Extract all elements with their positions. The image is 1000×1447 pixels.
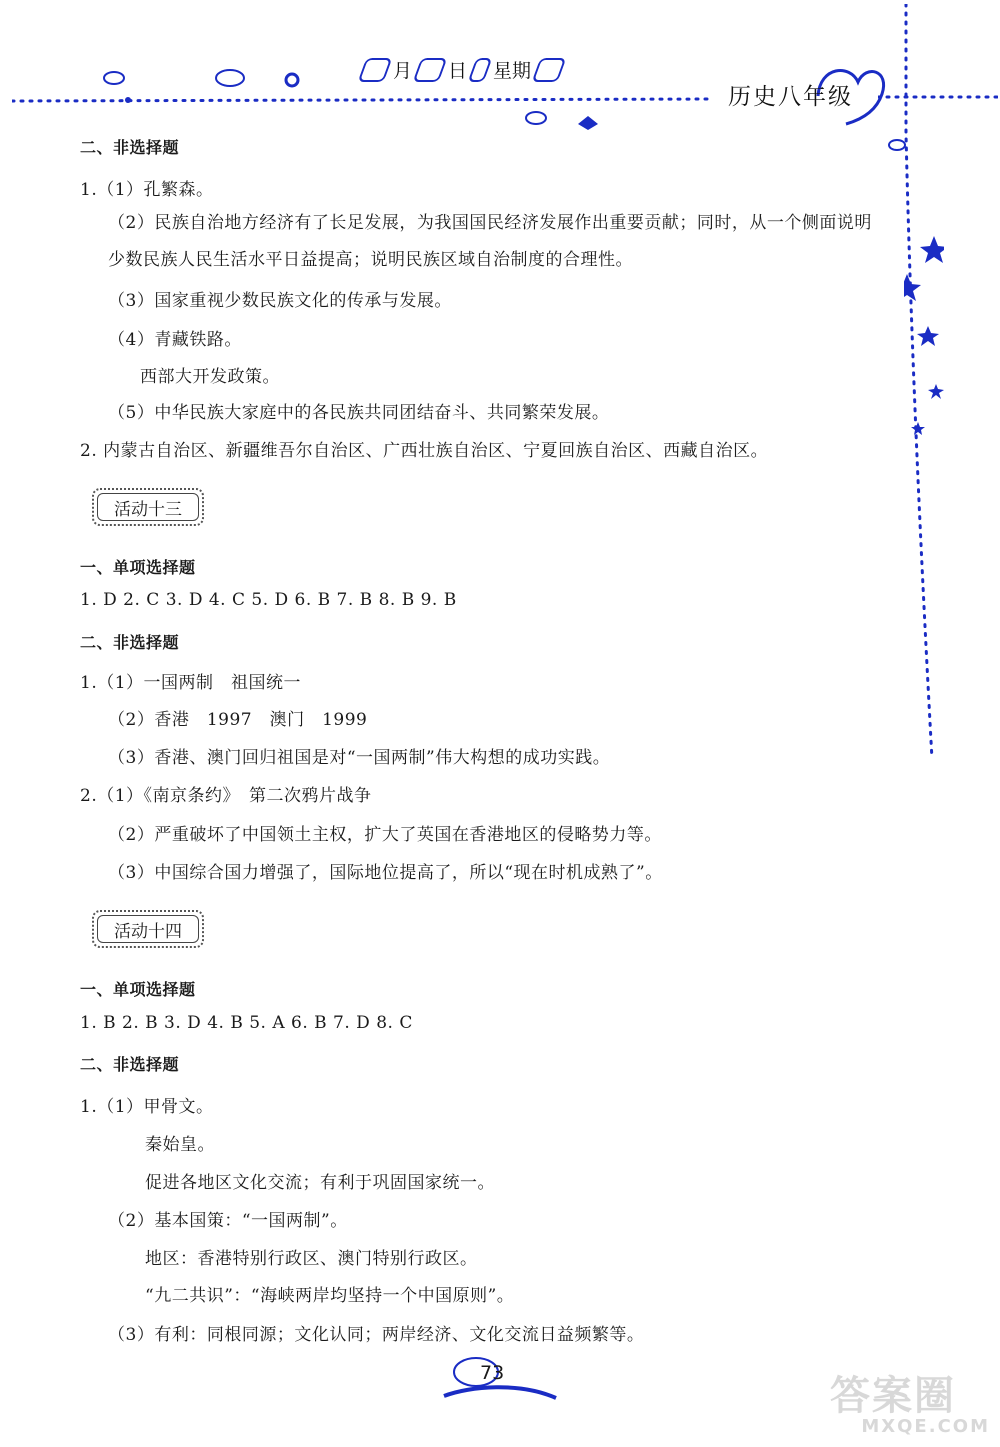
- answer-line: 1.（1）甲骨文。: [80, 1097, 214, 1117]
- answer-line: （3）中国综合国力增强了，国际地位提高了，所以“现在时机成熟了”。: [108, 863, 663, 883]
- answer-line: 1.（1）孔繁森。: [80, 180, 214, 200]
- answer-line: （3）国家重视少数民族文化的传承与发展。: [108, 291, 452, 311]
- answer-line: 2. 内蒙古自治区、新疆维吾尔自治区、广西壮族自治区、宁夏回族自治区、西藏自治区。: [80, 441, 769, 461]
- page-number: 73: [480, 1362, 505, 1384]
- answer-line: （2）基本国策：“一国两制”。: [108, 1211, 348, 1231]
- subject-title: 历史八年级: [728, 84, 853, 110]
- section-heading: 二、非选择题: [80, 1055, 180, 1074]
- activity-badge: 活动十四: [92, 910, 204, 948]
- answer-line: （2）民族自治地方经济有了长足发展，为我国国民经济发展作出重要贡献；同时，从一个侧面说明: [108, 213, 872, 233]
- answer-line: 1.（1）一国两制 祖国统一: [80, 673, 302, 693]
- section-heading: 一、单项选择题: [80, 980, 196, 999]
- date-label-week: 星期: [493, 60, 532, 82]
- activity-badge: 活动十三: [92, 488, 204, 526]
- answer-line: “九二共识”：“海峡两岸均坚持一个中国原则”。: [145, 1286, 515, 1306]
- watermark-sub: MXQE.COM: [861, 1416, 990, 1437]
- date-box-week: [468, 58, 493, 82]
- answer-line: （3）有利：同根同源；文化认同；两岸经济、文化交流日益频繁等。: [108, 1325, 645, 1345]
- section-heading: 一、单项选择题: [80, 558, 196, 577]
- answer-line: 1. B 2. B 3. D 4. B 5. A 6. B 7. D 8. C: [80, 1013, 413, 1033]
- date-field: [362, 56, 562, 83]
- answer-line: （2）香港 1997 澳门 1999: [108, 710, 368, 730]
- watermark-logo: [830, 1373, 990, 1438]
- answer-line: 促进各地区文化交流；有利于巩固国家统一。: [145, 1173, 495, 1193]
- section-heading: 二、非选择题: [80, 138, 180, 157]
- date-box-day: [413, 58, 448, 82]
- answer-line: 少数民族人民生活水平日益提高；说明民族区域自治制度的合理性。: [108, 250, 633, 270]
- answer-line: 地区：香港特别行政区、澳门特别行政区。: [145, 1249, 478, 1269]
- date-box-week-end: [532, 58, 567, 82]
- cloud-small-icon: [886, 136, 908, 154]
- answer-line: （3）香港、澳门回归祖国是对“一国两制”伟大构想的成功实践。: [108, 748, 611, 768]
- answer-line: 秦始皇。: [145, 1135, 215, 1155]
- answer-line: （2）严重破坏了中国领土主权，扩大了英国在香港地区的侵略势力等。: [108, 825, 662, 845]
- date-box-month: [358, 58, 393, 82]
- answer-line: （4）青藏铁路。: [108, 330, 242, 350]
- answer-line: （5）中华民族大家庭中的各民族共同团结奋斗、共同繁荣发展。: [108, 403, 610, 423]
- cloud-decoration-icon: [100, 64, 280, 104]
- date-label-month: 月: [393, 60, 413, 82]
- section-heading: 二、非选择题: [80, 633, 180, 652]
- dotted-border-right: [904, 4, 944, 764]
- date-label-day: 日: [448, 60, 468, 82]
- answer-line: 西部大开发政策。: [140, 367, 280, 387]
- answer-line: 1. D 2. C 3. D 4. C 5. D 6. B 7. B 8. B 9. B: [80, 590, 457, 610]
- bird-decoration-icon: [520, 106, 610, 134]
- watermark-main: 答案圈: [830, 1373, 956, 1419]
- answer-line: 2.（1）《南京条约》 第二次鸦片战争: [80, 786, 372, 806]
- flower-decoration-icon: [282, 70, 302, 90]
